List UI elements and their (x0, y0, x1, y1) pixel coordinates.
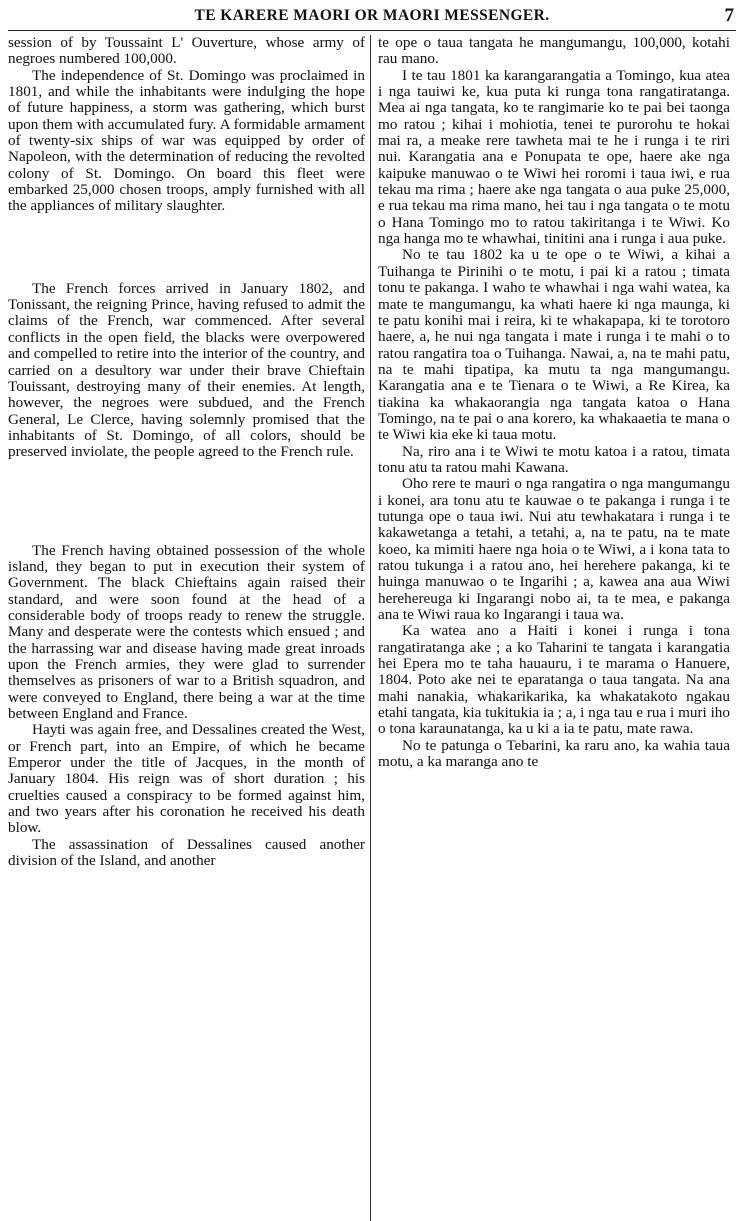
english-paragraph: The independence of St. Domingo was proclaimed in 1801, and while the inhabitants were indulging the hope of future happiness, a storm was gathering, which burst upon them with accumulated fury. A formidable armament of twenty-six ships of war was equipped by order of Napoleon, with the determination of reducing the revolted colony of St. Domingo. On board this fleet were embarked 25,000 chosen troops, amply furnished with all the appliances of military slaughter. (8, 66, 365, 215)
maori-paragraph: Ka watea ano a Haiti i konei i runga i tona rangatiratanga ake ; a ko Taharini te tangata i karangatia hei Epera mo te taha hauauru, i te marama o Hanuere, 1804. Poto ake nei te eparatanga o taua tangata. Na ana mahi nanakia, whakarikarika, ka whakatakoto ngakau etahi tangata, kia tukitukia ia ; a, i nga tau e rua i muri iho o tona karaunatanga, ka u ki a ia te patu, mate rawa. (378, 622, 730, 738)
maori-paragraph: I te tau 1801 ka karangarangatia a Tomingo, kua atea i nga tauiwi ke, kua puta ki runga tona rangatiratanga. Mea ai nga tangata, ko te rangimarie ko te pai bei taonga mo ratou ; kihai i mohiotia, tenei te purorohu te hokai mai ra, a meake rere tawheta mai te he i runga i te riri nui. Karangatia ana e Ponupata te ope, haere ake nga kaipuke manuwao o te Wiwi hei roromi i taua iwi, e rua tekau ma rima ; haere ake nga tangata o aua puke 25,000, e rua tekau ma rima mano, hei tau i nga tangata o te motu o Hana Tomingo mo to ratou takiritanga i te Wiwi. Ko nga hanga mo te whawhai, tinitini ana i runga i aua puke. (378, 66, 730, 248)
english-paragraph: The French forces arrived in January 1802, and Tonissant, the reigning Prince, having refused to admit the claims of the French, war commenced. After several conflicts in the open field, the blacks were overpowered and compelled to retire into the interior of the country, and carried on a desultory war under their brave Chieftain Touissant, destroying many of their enemies. At length, however, the negroes were subdued, and the French General, Le Clerce, having solemnly promised that the inhabitants of St. Domingo, of all colors, should be preserved inviolate, the people agreed to the French rule. (8, 279, 365, 461)
maori-paragraph: No te patunga o Tebarini, ka raru ano, ka wahia taua motu, a ka maranga ano te (378, 736, 730, 771)
maori-paragraph: te ope o taua tangata he mangumangu, 100,000, kotahi rau mano. (378, 35, 730, 68)
newspaper-title: TE KARERE MAORI OR MAORI MESSENGER. (194, 7, 550, 24)
maori-column (371, 35, 730, 1221)
two-column-body (8, 35, 736, 1221)
page-header (8, 4, 736, 31)
english-paragraph: The assassination of Dessalines caused another division of the Island, and another (8, 835, 365, 870)
english-paragraph: The French having obtained possession of the whole island, they began to put in execution their system of Government. The black Chieftains again raised their standard, and were soon found at the head of a considerable body of troops ready to renew the struggle. Many and desperate were the contests which ensued ; and the harrassing war and disease having made great inroads upon the French armies, they were glad to surrender themselves as prisoners of war to a British squadron, and were conveyed to England, there being a war at the time between England and France. (8, 541, 365, 722)
maori-paragraph: Oho rere te mauri o nga rangatira o nga mangumangu i konei, ara tonu atu te kauwae o te pakanga i runga i te tutunga ope o taua iwi. Nui atu tewhakatara i runga i te kakawetanga a tetahi, a tetahi, a, na te patu, na te mate koeo, ka mimiti haere nga hoia o te Wiwi, a i kona tata to ratou tukunga i a ratou ano, hei herehere pakanga, ki te huinga manuwao o te Ingarihi ; a, kawea ana aua Wiwi herehereuga ki Ingarangi nobo ai, ta te mea, e pakanga ana te Wiwi raua ko Ingarangi i taua wa. (378, 475, 730, 624)
maori-paragraph: No te tau 1802 ka u te ope o te Wiwi, a kihai a Tuihanga te Pirinihi o te motu, i pai ki a ratou ; timata tonu te pakanga. I waho te whawhai i nga wahi watea, ka mate te mangumangu, ka whati haere ki nga maunga, ki te patu konihi mai i reira, ki te whakapapa, ki te torotoro haere, a, he nui nga tangata i mate i runga i te mahi o to ratou rangatira toa o Tuihanga. Nawai, a, na te mahi patu, na te mahi tipatipa, ka mutu ta nga mangumangu. Karangatia ana e te Tienara o te Wiwi, a Re Kirea, ka tiakina ka whakaorangia nga tangata katoa o Hana Tomingo, na te pai o ana korero, ka whakaaetia te mana o te Wiwi kia eke ki taua motu. (378, 246, 730, 444)
english-paragraph: Hayti was again free, and Dessalines created the West, or French part, into an Empire, of which he became Emperor under the title of Jacques, in the month of January 1804. His reign was of short duration ; his cruelties caused a conspiracy to be formed against him, and two years after his coronation he received his death blow. (8, 721, 365, 837)
english-column (8, 35, 370, 1221)
page-number: 7 (724, 5, 734, 26)
english-paragraph: session of by Toussaint L' Ouverture, whose army of negroes numbered 100,000. (8, 35, 365, 68)
maori-paragraph: Na, riro ana i te Wiwi te motu katoa i a ratou, timata tonu atu ta ratou mahi Kawana. (378, 442, 730, 476)
column-spacer (8, 461, 365, 543)
column-spacer (8, 215, 365, 281)
